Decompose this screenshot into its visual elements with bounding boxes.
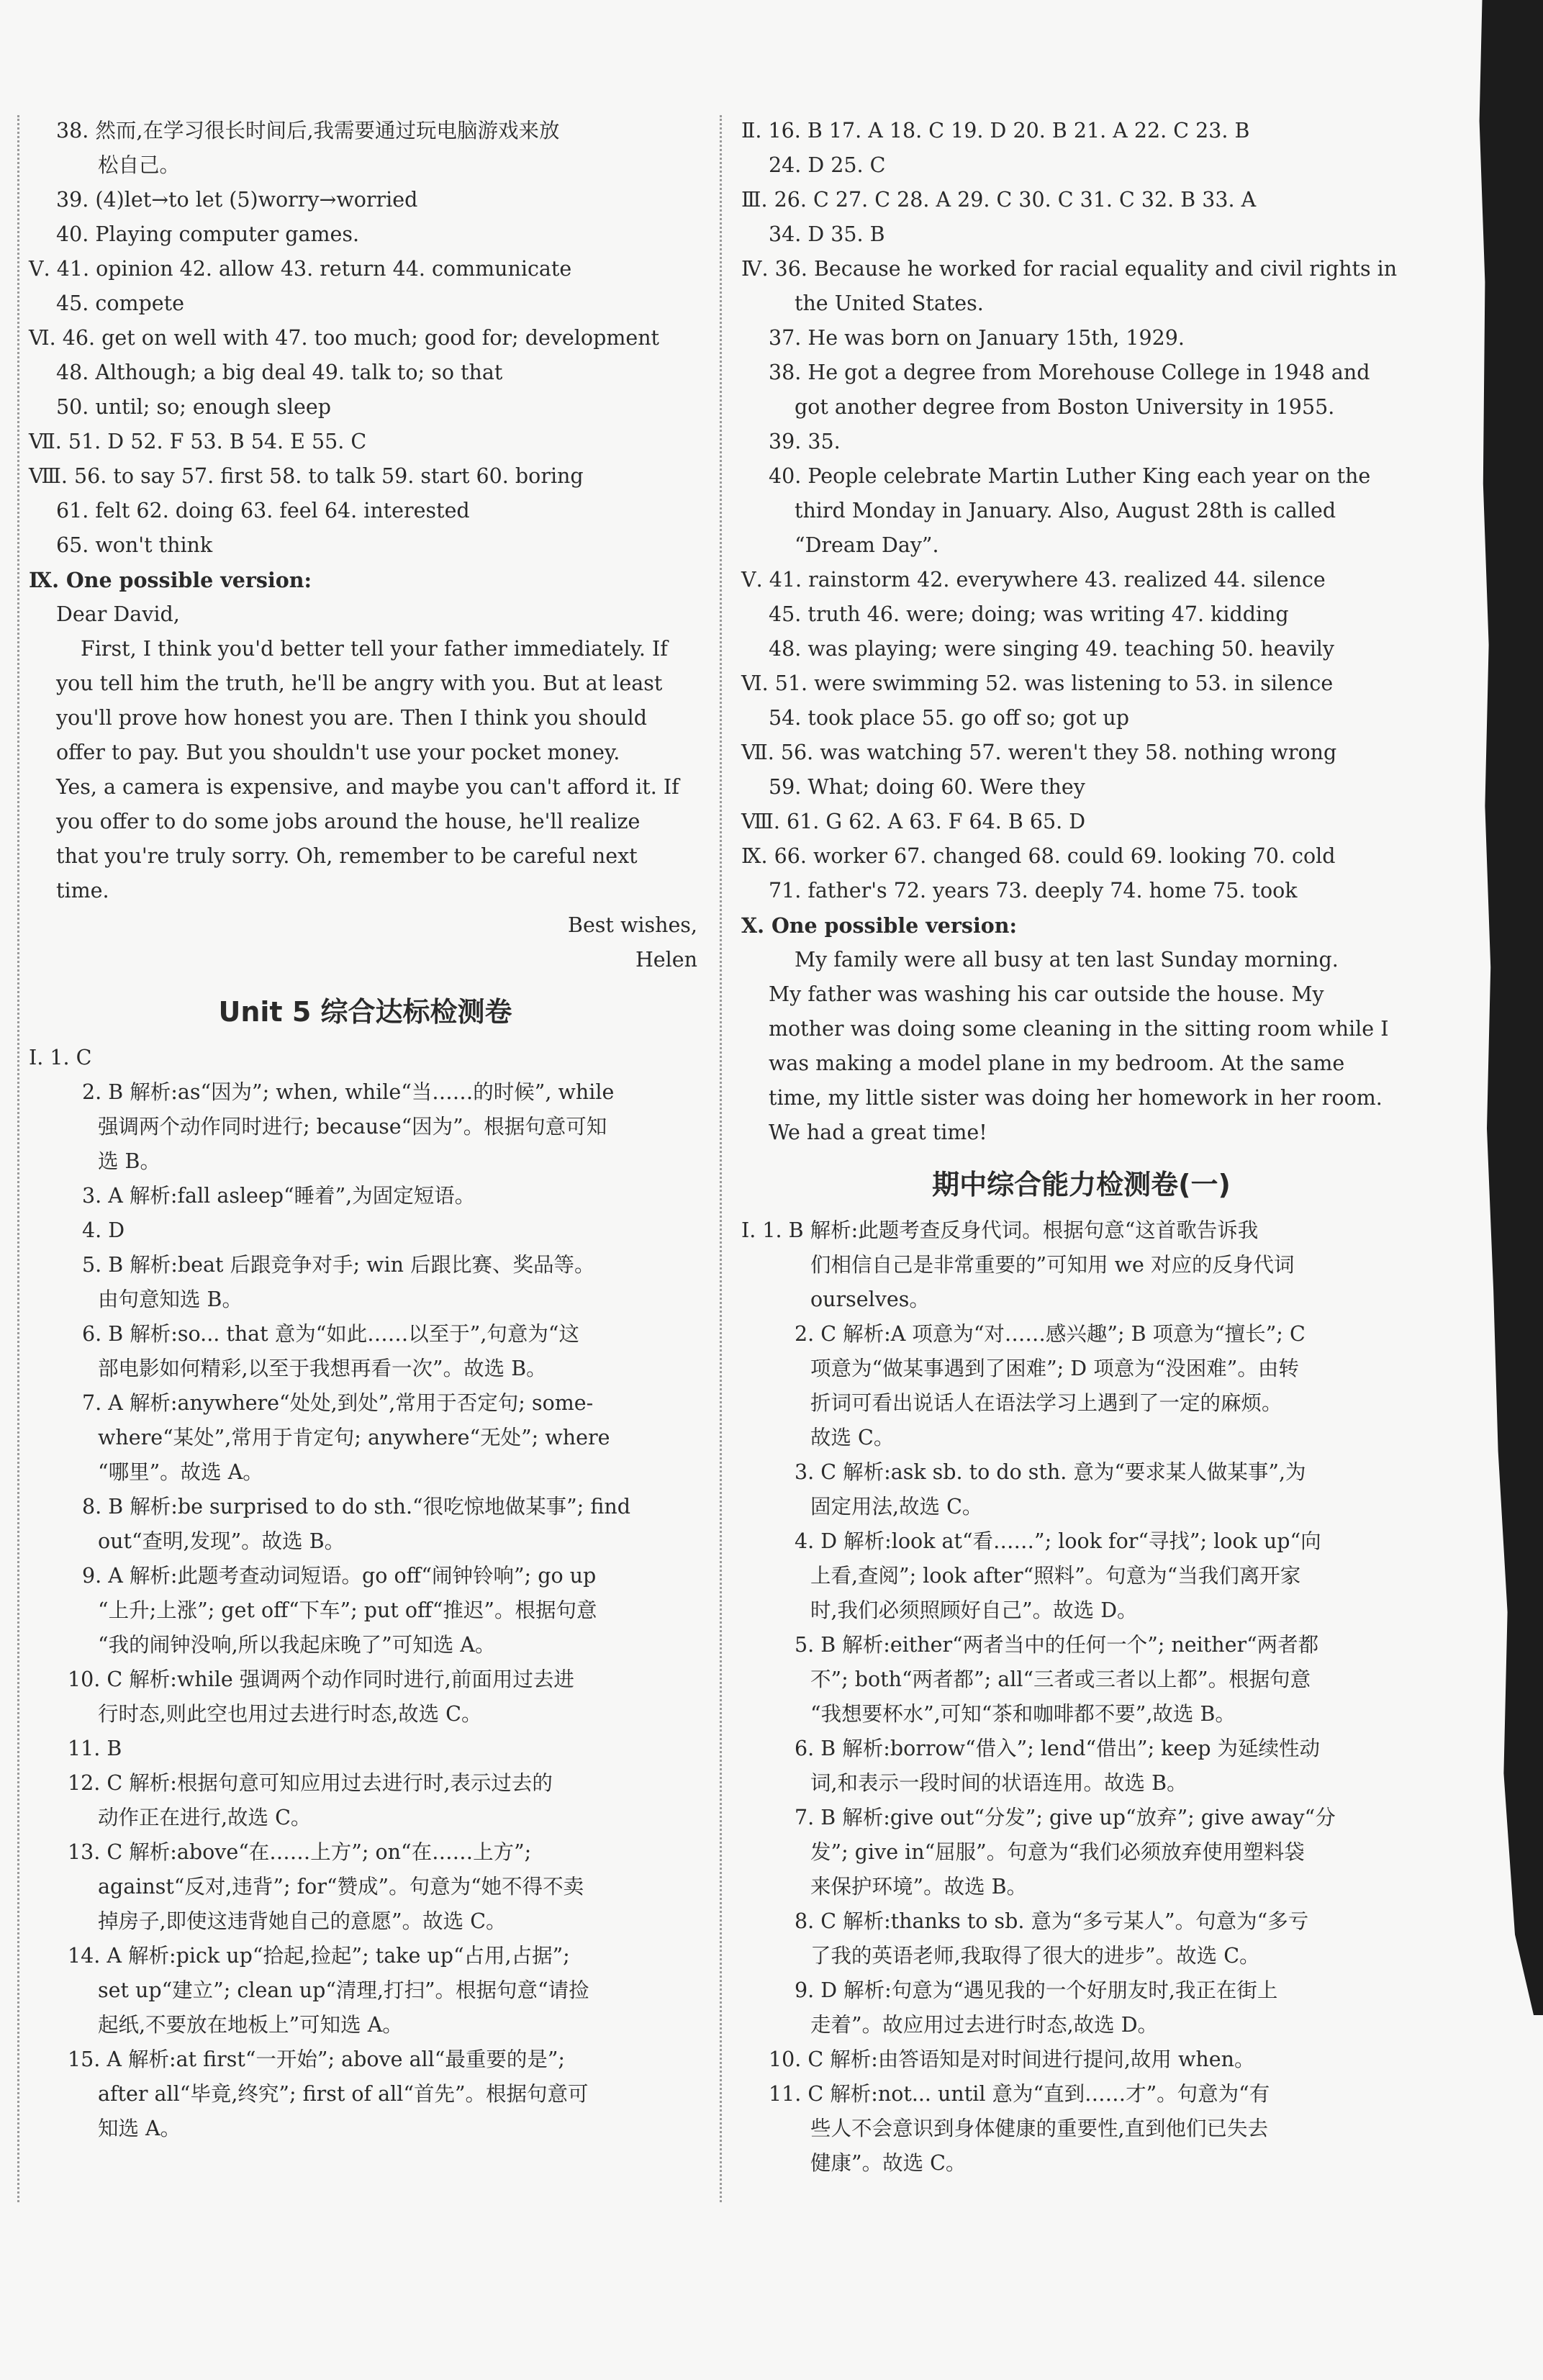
answer-line: 们相信自己是非常重要的”可知用 we 对应的反身代词: [810, 1253, 1295, 1277]
answer-line: 8. C 解析:thanks to sb. 意为“多亏某人”。句意为“多亏: [795, 1909, 1309, 1933]
letter-line: you offer to do some jobs around the house, he'll realize: [56, 810, 641, 833]
answer-line: 上看,查阅”; look after“照料”。句意为“当我们离开家: [810, 1564, 1301, 1588]
answer-line: against“反对,违背”; for“赞成”。句意为“她不得不卖: [98, 1875, 584, 1899]
right-column: [741, 114, 1421, 2181]
answer-line: 3. C 解析:ask sb. to do sth. 意为“要求某人做某事”,为: [795, 1460, 1306, 1484]
answer-line: 38. 然而,在学习很长时间后,我需要通过玩电脑游戏来放: [56, 119, 560, 142]
letter-line: you'll prove how honest you are. Then I think you should: [56, 706, 648, 730]
answer-line: “我的闹钟没响,所以我起床晚了”可知选 A。: [98, 1633, 496, 1657]
answer-line: 37. He was born on January 15th, 1929.: [769, 326, 1185, 350]
answer-line: set up“建立”; clean up“清理,打扫”。根据句意“请捡: [98, 1978, 589, 2002]
answer-line: 行时态,则此空也用过去进行时态,故选 C。: [98, 1702, 482, 1726]
answer-line: 65. won't think: [56, 533, 213, 557]
essay-line: We had a great time!: [769, 1121, 987, 1144]
essay-line: time, my little sister was doing her homework in her room.: [769, 1086, 1383, 1110]
answer-line: 时,我们必须照顾好自己”。故选 D。: [810, 1598, 1138, 1622]
answer-line: 34. D 35. B: [769, 222, 885, 246]
answer-line: 强调两个动作同时进行; because“因为”。根据句意可知: [98, 1115, 607, 1139]
essay-line: My father was washing his car outside the house. My: [769, 982, 1324, 1006]
letter-line: time.: [56, 879, 109, 902]
answer-line: the United States.: [795, 291, 984, 315]
answer-line: 知选 A。: [98, 2117, 181, 2140]
answer-line: 10. C 解析:while 强调两个动作同时进行,前面用过去进: [68, 1668, 574, 1691]
answer-line: 7. A 解析:anywhere“处处,到处”,常用于否定句; some-: [82, 1391, 594, 1415]
letter-line: that you're truly sorry. Oh, remember to be careful next: [56, 844, 638, 868]
answer-line: “上升;上涨”; get off“下车”; put off“推迟”。根据句意: [98, 1598, 597, 1622]
answer-line: 6. B 解析:so... that 意为“如此……以至于”,句意为“这: [82, 1322, 579, 1346]
answer-line: “哪里”。故选 A。: [98, 1460, 263, 1484]
answer-line: 由句意知选 B。: [98, 1288, 243, 1311]
answer-line: 10. C 解析:由答语知是对时间进行提问,故用 when。: [769, 2048, 1255, 2071]
answer-line: 3. A 解析:fall asleep“睡着”,为固定短语。: [82, 1184, 476, 1208]
answer-line: 48. was playing; were singing 49. teaching 50. heavily: [769, 637, 1335, 661]
answer-line: Ⅶ. 51. D 52. F 53. B 54. E 55. C: [29, 430, 367, 453]
unit5-section-title: Unit 5 综合达标检测卷: [218, 996, 512, 1028]
essay-line: was making a model plane in my bedroom. At the same: [769, 1051, 1345, 1075]
answer-line: 4. D: [82, 1218, 125, 1242]
unit5-answers: [29, 1041, 702, 2146]
answer-line: 8. B 解析:be surprised to do sth.“很吃惊地做某事”; find: [82, 1495, 630, 1519]
answer-line: 部电影如何精彩,以至于我想再看一次”。故选 B。: [98, 1357, 547, 1380]
midterm-section-title: 期中综合能力检测卷(一): [932, 1169, 1231, 1200]
answer-line: 71. father's 72. years 73. deeply 74. home 75. took: [769, 879, 1298, 902]
answer-line: 15. A 解析:at first“一开始”; above all“最重要的是”;: [68, 2048, 566, 2071]
answer-line: 健康”。故选 C。: [810, 2151, 967, 2175]
answer-line: 松自己。: [98, 153, 181, 177]
answer-line: 6. B 解析:borrow“借入”; lend“借出”; keep 为延续性动: [795, 1737, 1321, 1760]
answer-line: 掉房子,即使这违背她自己的意愿”。故选 C。: [98, 1909, 507, 1933]
answer-line: 走着”。故应用过去进行时态,故选 D。: [810, 2013, 1159, 2037]
answer-line: 40. Playing computer games.: [56, 222, 360, 246]
answer-line: 38. He got a degree from Morehouse College in 1948 and: [769, 361, 1370, 384]
letter-line: First, I think you'd better tell your father immediately. If: [81, 637, 668, 661]
answer-line: Ⅵ. 51. were swimming 52. was listening to 53. in silence: [741, 671, 1334, 695]
answer-line: 9. A 解析:此题考查动词短语。go off“闹钟铃响”; go up: [82, 1564, 597, 1588]
answer-line: 发”; give in“屈服”。句意为“我们必须放弃使用塑料袋: [810, 1840, 1305, 1864]
answer-line: Ⅴ. 41. opinion 42. allow 43. return 44. communicate: [29, 257, 572, 281]
letter-greeting: Dear David,: [56, 602, 180, 626]
answer-line: 来保护环境”。故选 B。: [810, 1875, 1028, 1899]
answer-line: Ⅰ. 1. C: [29, 1046, 92, 1069]
answer-line: Ⅶ. 56. was watching 57. weren't they 58. nothing wrong: [741, 741, 1337, 764]
answer-line: Ⅴ. 41. rainstorm 42. everywhere 43. realized 44. silence: [741, 568, 1326, 592]
answer-line: Ⅸ. 66. worker 67. changed 68. could 69. looking 70. cold: [741, 844, 1336, 868]
essay-line: My family were all busy at ten last Sunday morning.: [795, 948, 1339, 972]
answer-line: 些人不会意识到身体健康的重要性,直到他们已失去: [810, 2117, 1269, 2140]
answer-line: 词,和表示一段时间的状语连用。故选 B。: [810, 1771, 1187, 1795]
answer-line: 11. B: [68, 1737, 122, 1760]
answer-line: after all“毕竟,终究”; first of all“首先”。根据句意可: [98, 2082, 589, 2106]
writing-label: Ⅹ. One possible version:: [741, 913, 1018, 938]
answer-line: 2. C 解析:A 项意为“对……感兴趣”; B 项意为“擅长”; C: [795, 1322, 1306, 1346]
answer-line: 12. C 解析:根据句意可知应用过去进行时,表示过去的: [68, 1771, 553, 1795]
answer-line: Ⅵ. 46. get on well with 47. too much; good for; development: [29, 326, 660, 350]
answer-line: 固定用法,故选 C。: [810, 1495, 983, 1519]
left-top-answers: [29, 114, 702, 563]
answer-line: 40. People celebrate Martin Luther King each year on the: [769, 464, 1371, 488]
answer-line: 项意为“做某事遇到了困难”; D 项意为“没困难”。由转: [810, 1357, 1299, 1380]
answer-line: 45. truth 46. were; doing; was writing 47. kidding: [769, 602, 1289, 626]
letter-signature: Helen: [635, 948, 697, 972]
left-margin-dotted-line: [17, 115, 19, 2202]
answer-line: 5. B 解析:beat 后跟竞争对手; win 后跟比赛、奖品等。: [82, 1253, 595, 1277]
answer-line: third Monday in January. Also, August 28th is called: [795, 499, 1336, 522]
answer-line: 5. B 解析:either“两者当中的任何一个”; neither“两者都: [795, 1633, 1319, 1657]
answer-line: 2. B 解析:as“因为”; when, while“当……的时候”, while: [82, 1080, 615, 1104]
answer-line: 14. A 解析:pick up“拾起,捡起”; take up“占用,占据”;: [68, 1944, 570, 1968]
sample-letter: [29, 597, 702, 977]
answer-line: 故选 C。: [810, 1426, 895, 1449]
answer-line: Ⅲ. 26. C 27. C 28. A 29. C 30. C 31. C 32. B 33. A: [741, 188, 1257, 212]
answer-line: 折词可看出说话人在语法学习上遇到了一定的麻烦。: [810, 1391, 1282, 1415]
answer-line: Ⅳ. 36. Because he worked for racial equality and civil rights in: [741, 257, 1398, 281]
answer-line: 了我的英语老师,我取得了很大的进步”。故选 C。: [810, 1944, 1260, 1968]
answer-line: “Dream Day”.: [795, 533, 939, 557]
answer-line: 45. compete: [56, 291, 184, 315]
answer-line: Ⅱ. 16. B 17. A 18. C 19. D 20. B 21. A 22. C 23. B: [741, 119, 1250, 142]
answer-line: 24. D 25. C: [769, 153, 886, 177]
answer-line: 4. D 解析:look at“看……”; look for“寻找”; look up“向: [795, 1529, 1321, 1553]
answer-line: 不”; both“两者都”; all“三者或三者以上都”。根据句意: [810, 1668, 1311, 1691]
answer-line: 39. (4)let→to let (5)worry→worried: [56, 188, 418, 212]
sample-essay: [741, 943, 1421, 1150]
letter-line: you tell him the truth, he'll be angry with you. But at least: [56, 671, 663, 695]
answer-line: out“查明,发现”。故选 B。: [98, 1529, 345, 1553]
answer-line: 11. C 解析:not... until 意为“直到……才”。句意为“有: [769, 2082, 1270, 2106]
writing-label: Ⅸ. One possible version:: [29, 568, 312, 592]
answer-line: ourselves。: [810, 1288, 930, 1311]
answer-line: 7. B 解析:give out“分发”; give up“放弃”; give away“分: [795, 1806, 1336, 1829]
answer-line: Ⅷ. 61. G 62. A 63. F 64. B 65. D: [741, 810, 1086, 833]
answer-line: 13. C 解析:above“在……上方”; on“在……上方”;: [68, 1840, 532, 1864]
answer-line: 动作正在进行,故选 C。: [98, 1806, 312, 1829]
answer-line: 选 B。: [98, 1149, 161, 1173]
answer-line: 9. D 解析:句意为“遇见我的一个好朋友时,我正在街上: [795, 1978, 1278, 2002]
letter-line: Yes, a camera is expensive, and maybe you can't afford it. If: [56, 775, 679, 799]
left-column: [29, 114, 702, 2146]
torn-page-edge: [1449, 0, 1543, 2015]
essay-line: mother was doing some cleaning in the sitting room while I: [769, 1017, 1389, 1041]
answer-line: 48. Although; a big deal 49. talk to; so that: [56, 361, 503, 384]
answer-line: 61. felt 62. doing 63. feel 64. interested: [56, 499, 470, 522]
letter-line: offer to pay. But you shouldn't use your pocket money.: [56, 741, 620, 764]
answer-line: 39. 35.: [769, 430, 841, 453]
answer-line: 59. What; doing 60. Were they: [769, 775, 1085, 799]
letter-closing: Best wishes,: [568, 913, 697, 937]
answer-line: “我想要杯水”,可知“茶和咖啡都不要”,故选 B。: [810, 1702, 1236, 1726]
answer-line: 50. until; so; enough sleep: [56, 395, 331, 419]
answer-line: 54. took place 55. go off so; got up: [769, 706, 1129, 730]
center-dotted-divider: [720, 115, 722, 2202]
midterm-answers: [741, 1213, 1421, 2181]
answer-line: Ⅷ. 56. to say 57. first 58. to talk 59. start 60. boring: [29, 464, 584, 488]
right-top-answers: [741, 114, 1421, 908]
answer-line: Ⅰ. 1. B 解析:此题考查反身代词。根据句意“这首歌告诉我: [741, 1218, 1259, 1242]
answer-line: where“某处”,常用于肯定句; anywhere“无处”; where: [98, 1426, 610, 1449]
answer-line: 起纸,不要放在地板上”可知选 A。: [98, 2013, 403, 2037]
answer-line: got another degree from Boston University in 1955.: [795, 395, 1335, 419]
